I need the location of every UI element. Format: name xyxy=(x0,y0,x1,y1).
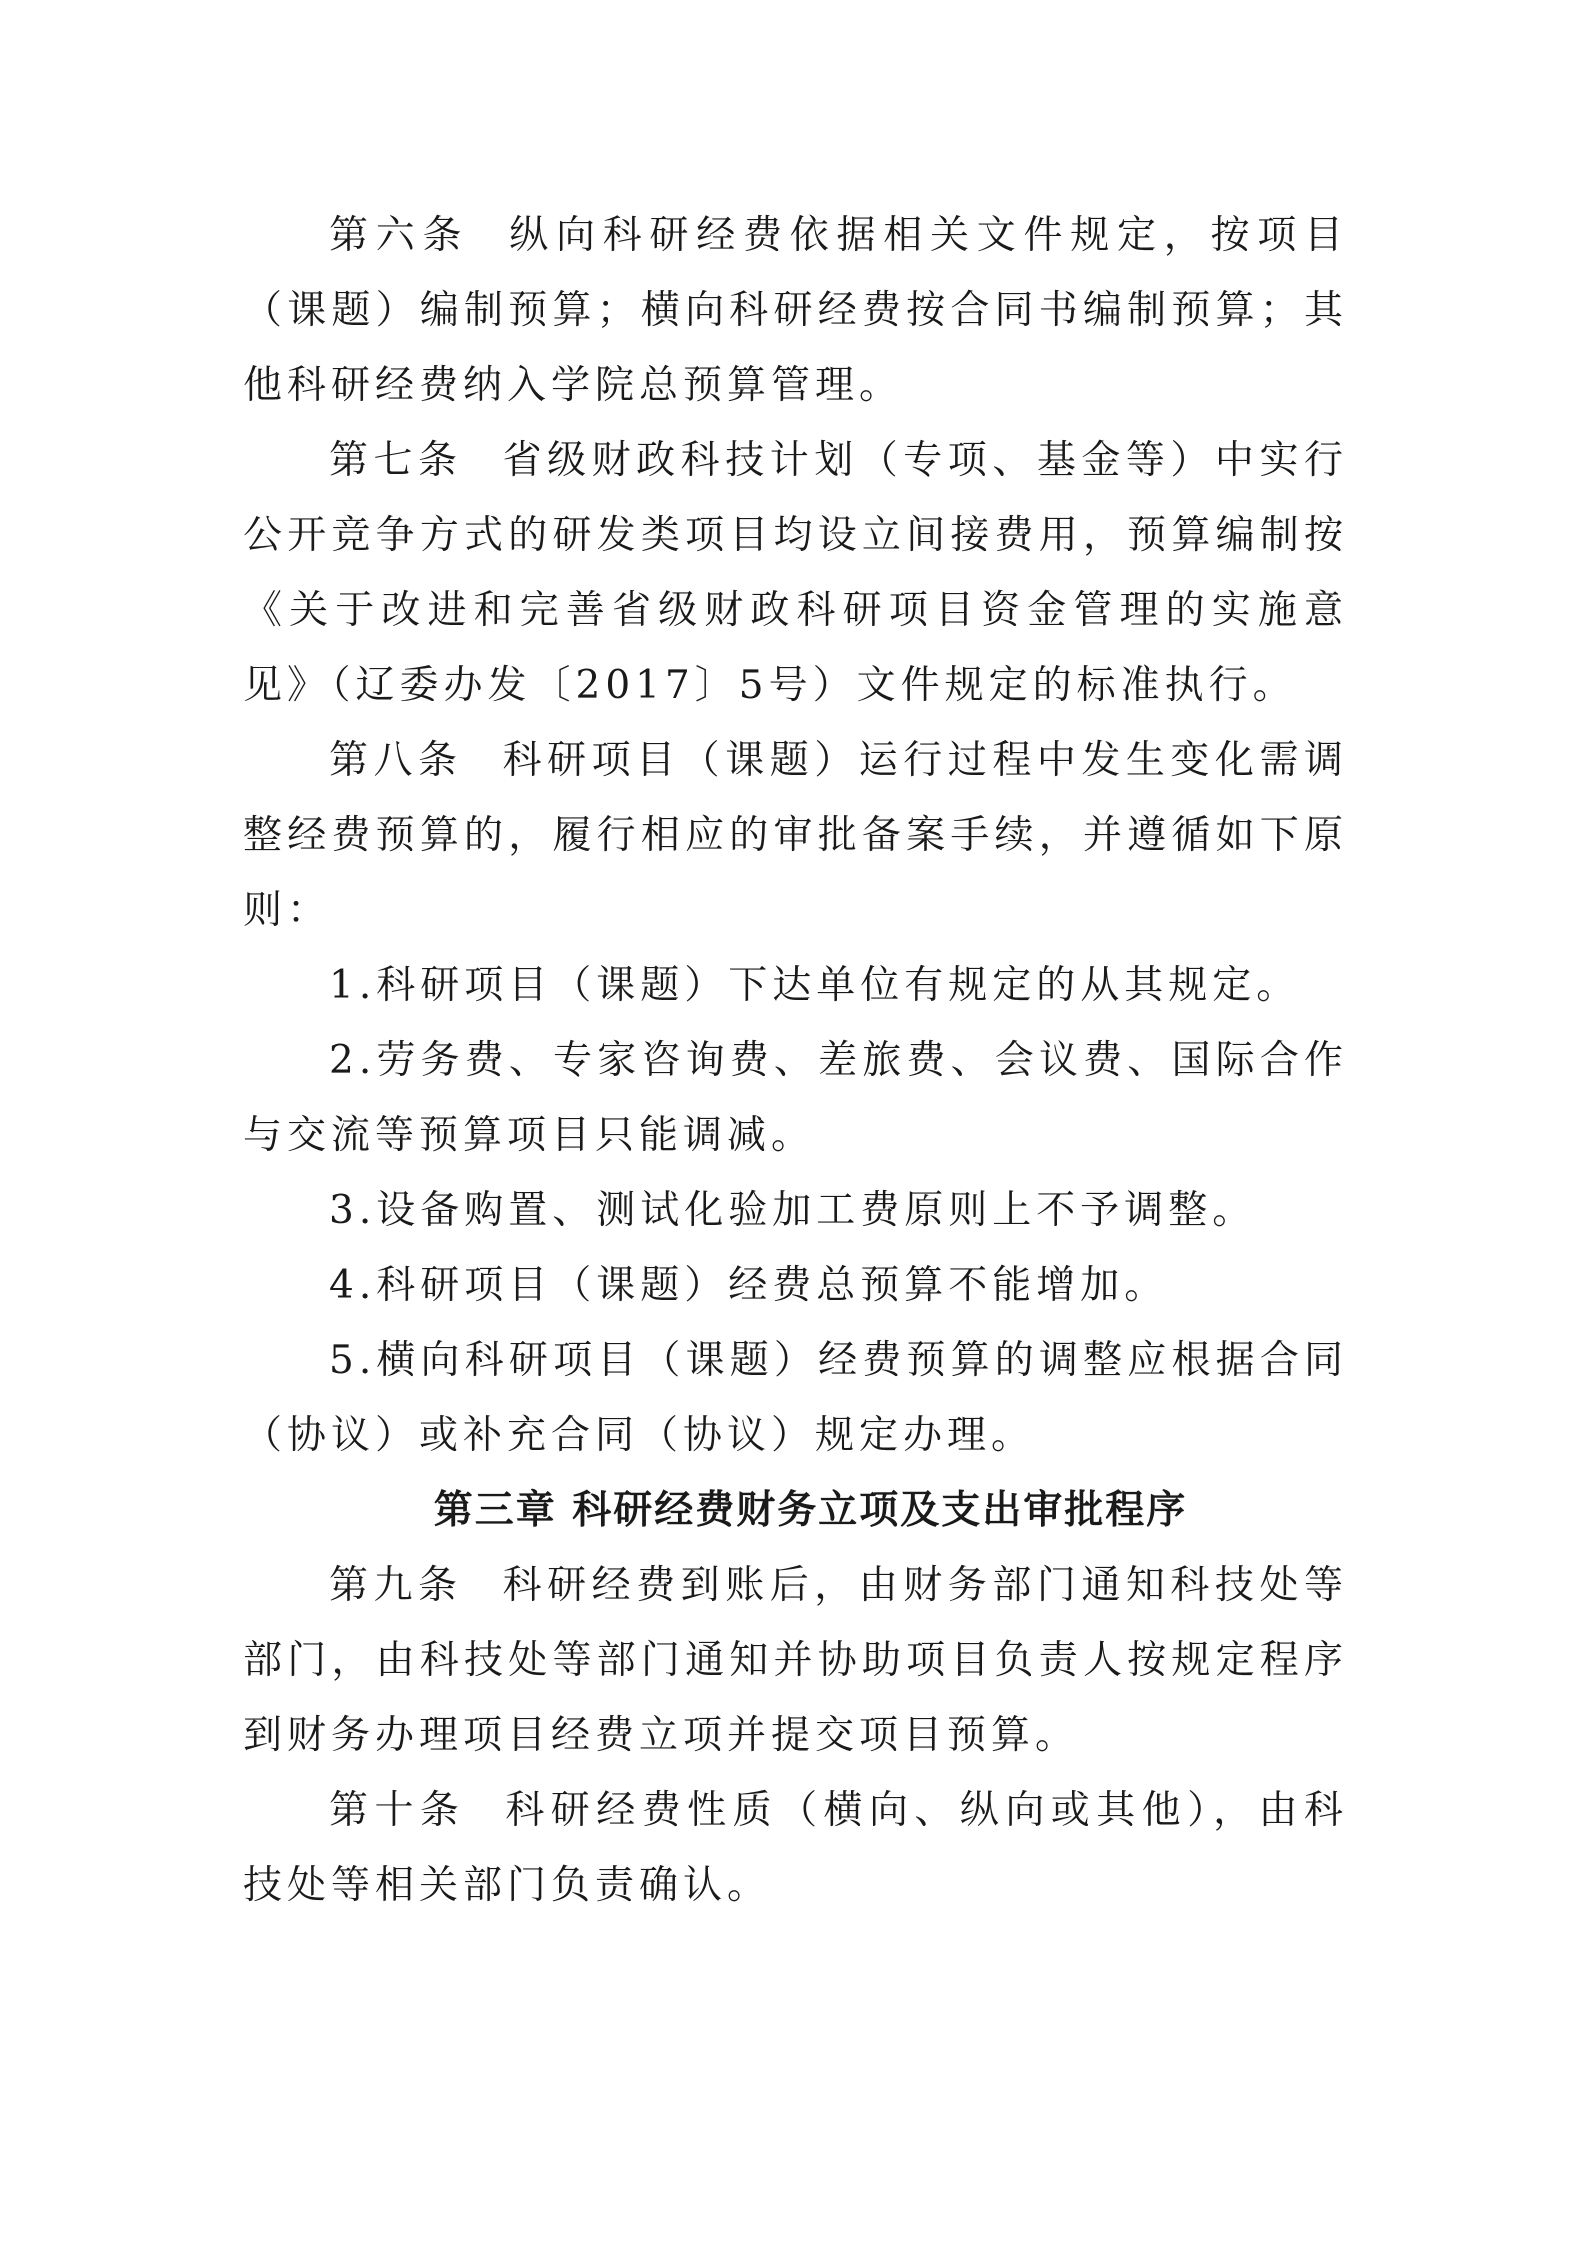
article-6 xyxy=(243,198,1348,423)
article-7-label: 第七条 xyxy=(329,438,463,483)
list-item: 5.横向科研项目（课题）经费预算的调整应根据合同（协议）或补充合同（协议）规定办理。 xyxy=(243,1338,1348,1458)
list-item: 3.设备购置、测试化验加工费原则上不予调整。 xyxy=(329,1188,1257,1233)
article-10-text: 科研经费性质（横向、纵向或其他），由科技处等相关部门负责确认。 xyxy=(243,1788,1348,1908)
article-8-label: 第八条 xyxy=(329,738,463,783)
document-body xyxy=(243,198,1348,1923)
list-item: 1.科研项目（课题）下达单位有规定的从其规定。 xyxy=(329,963,1301,1008)
article-9-label: 第九条 xyxy=(329,1563,463,1608)
article-10-label: 第十条 xyxy=(329,1788,466,1833)
article-8-text: 科研项目（课题）运行过程中发生变化需调整经费预算的，履行相应的审批备案手续，并遵循如下原则： xyxy=(243,738,1348,933)
chapter-3-heading: 第三章 科研经费财务立项及支出审批程序 xyxy=(433,1488,1188,1533)
list-item: 2.劳务费、专家咨询费、差旅费、会议费、国际合作与交流等预算项目只能调减。 xyxy=(243,1038,1348,1158)
article-6-text: 纵向科研经费依据相关文件规定，按项目（课题）编制预算；横向科研经费按合同书编制预算；其他科研经费纳入学院总预算管理。 xyxy=(243,213,1348,408)
article-8 xyxy=(243,723,1348,948)
article-6-label: 第六条 xyxy=(329,213,470,258)
article-9 xyxy=(243,1548,1348,1773)
article-7 xyxy=(243,423,1348,723)
article-10 xyxy=(243,1773,1348,1923)
article-9-text: 科研经费到账后，由财务部门通知科技处等部门，由科技处等部门通知并协助项目负责人按规定程序到财务办理项目经费立项并提交项目预算。 xyxy=(243,1563,1348,1758)
list-item: 4.科研项目（课题）经费总预算不能增加。 xyxy=(329,1263,1169,1308)
article-7-text: 省级财政科技计划（专项、基金等）中实行公开竞争方式的研发类项目均设立间接费用，预算编制按《关于改进和完善省级财政科研项目资金管理的实施意见》（辽委办发〔2017〕5号）文件规定的标准执行。 xyxy=(243,438,1348,708)
